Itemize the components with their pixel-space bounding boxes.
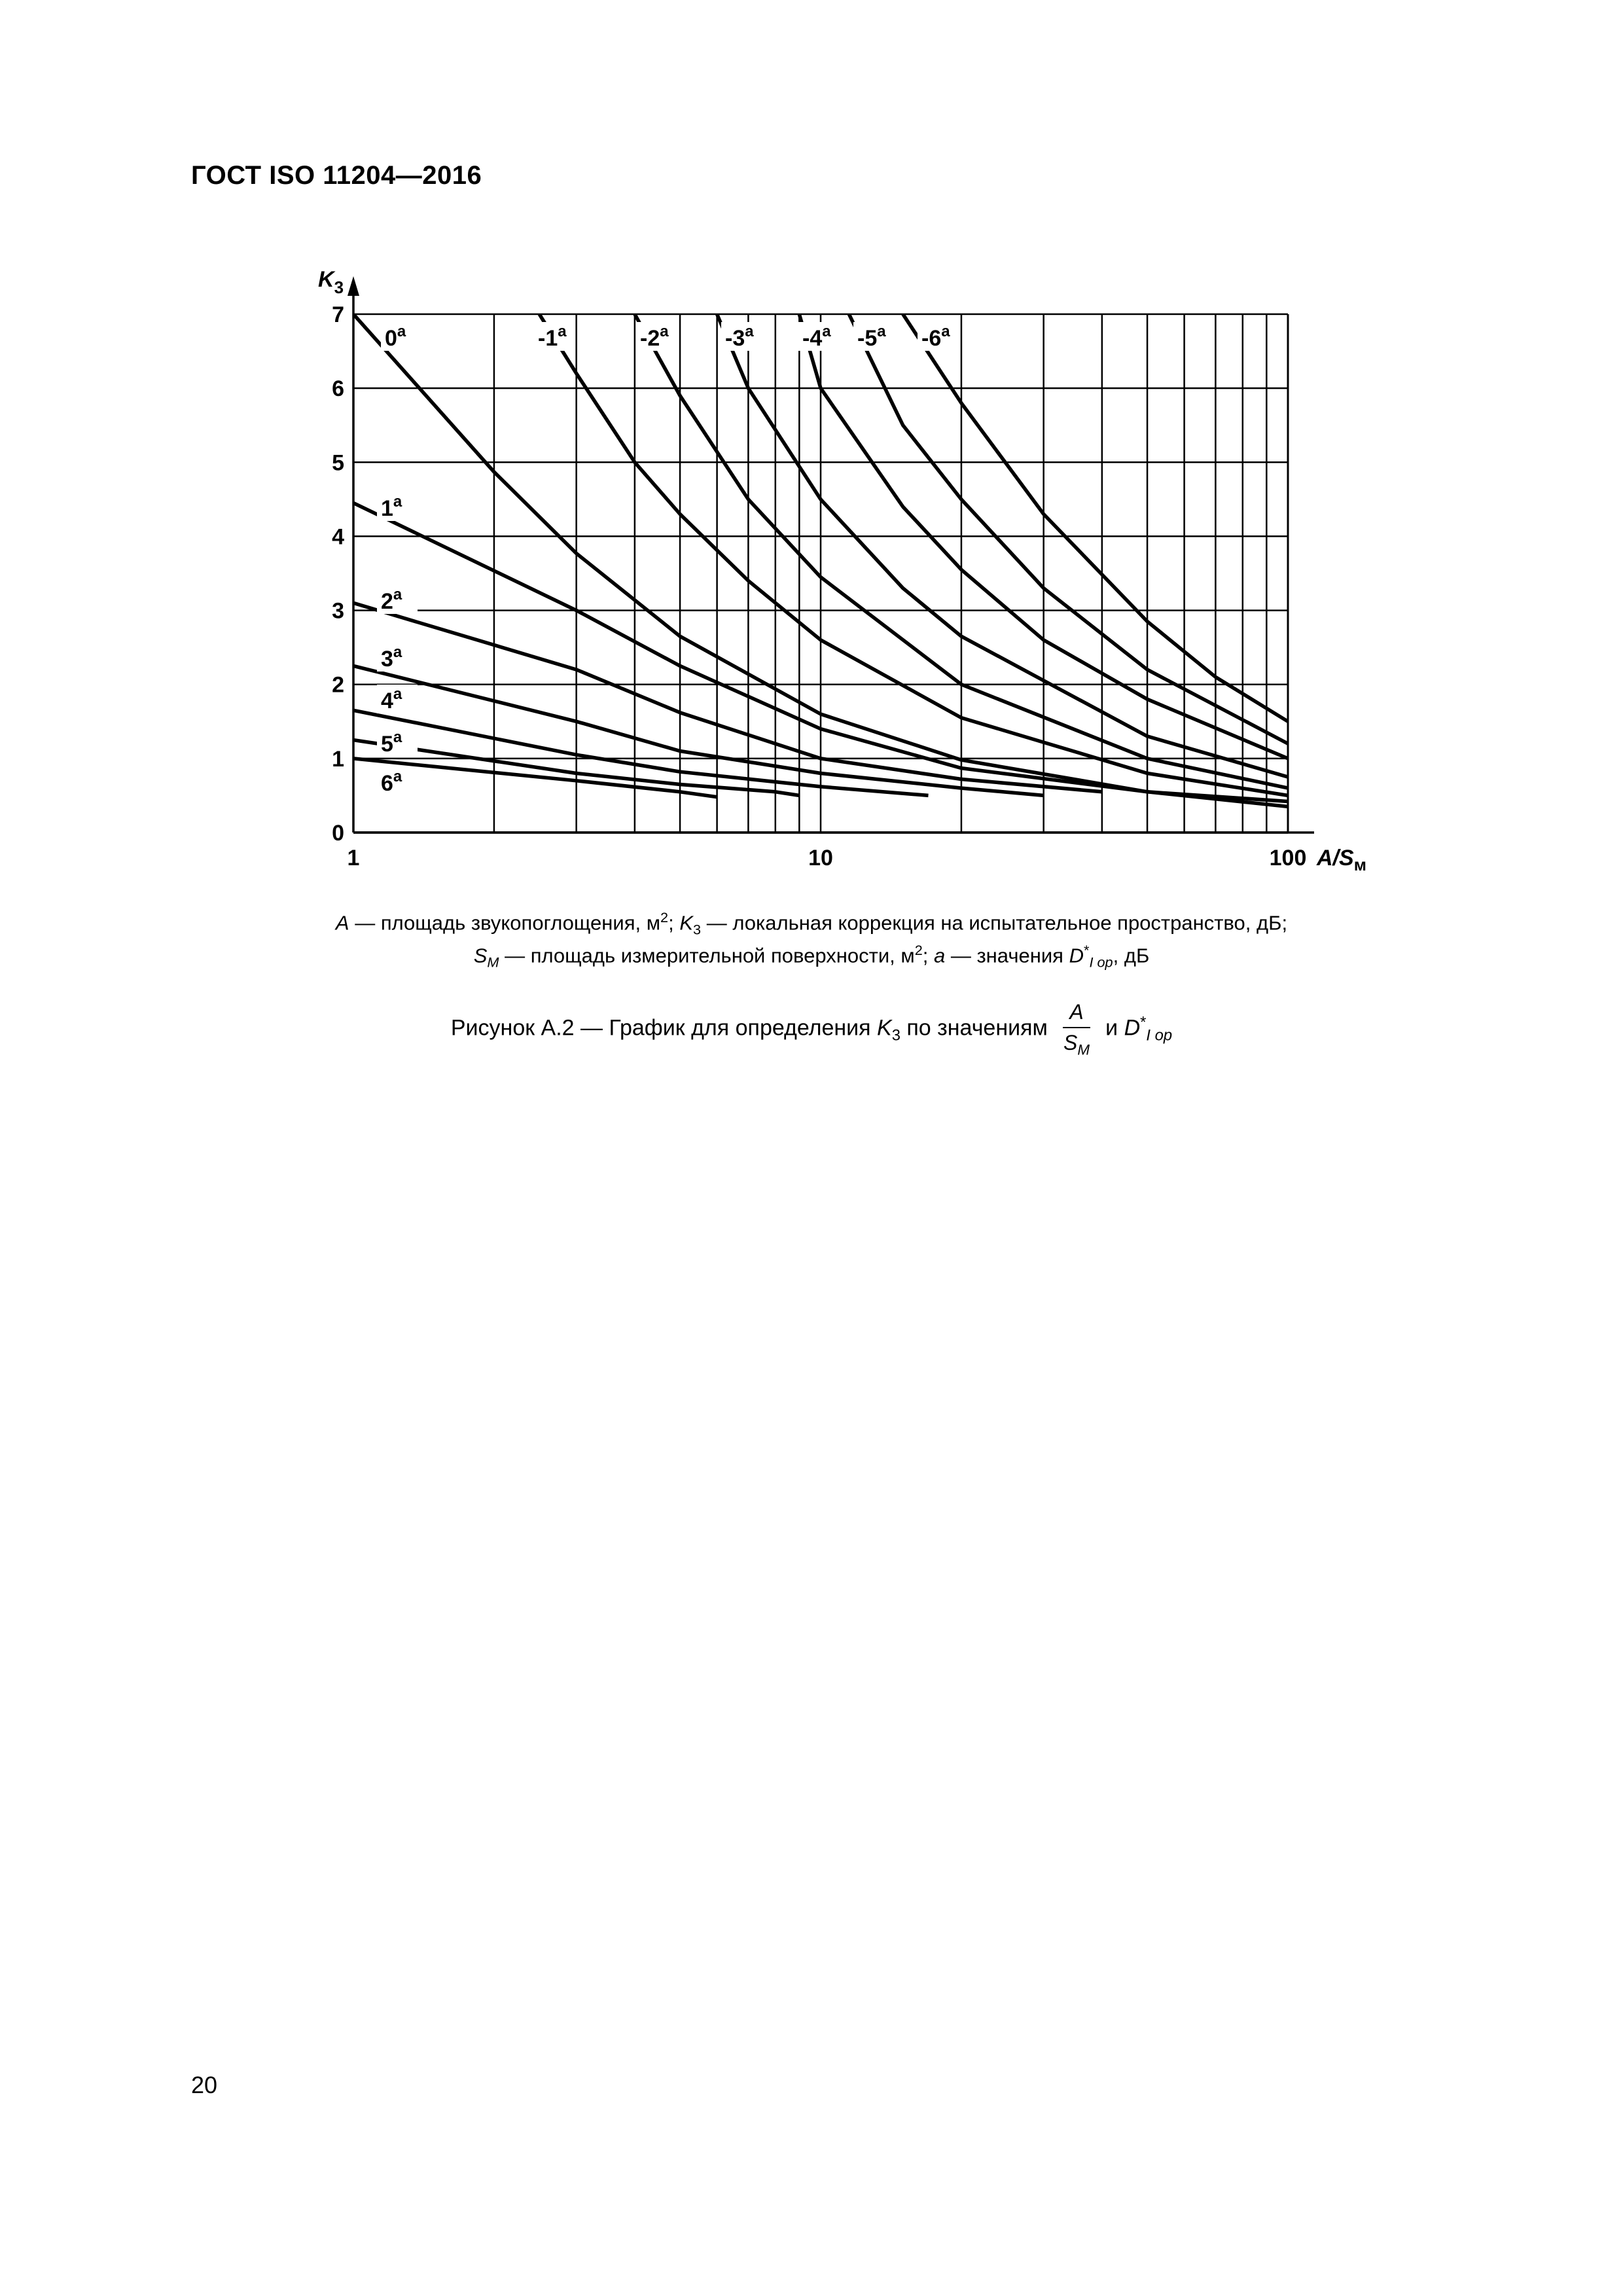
- curve--1ª: [539, 314, 1288, 795]
- series-label-5ª: 5$^a$: [381, 728, 402, 757]
- series-label-2ª: 2$^a$: [381, 586, 402, 614]
- y-tick-label: 4: [332, 524, 344, 550]
- document-header: ГОСТ ISO 11204—2016: [191, 161, 482, 190]
- series-label--2ª: -2$^a$: [640, 323, 669, 351]
- figure-caption: Рисунок А.2 — График для определения $K_3$ по значениям $\frac{A}{S_M}$ и $D^*_{I op}$: [450, 1000, 1173, 1058]
- y-tick-label: 7: [332, 302, 344, 327]
- series-label--5ª: -5$^a$: [857, 323, 886, 351]
- y-tick-label: 0: [332, 821, 344, 846]
- x-tick-label: 100: [1269, 846, 1307, 870]
- series-label--1ª: -1$^a$: [538, 323, 567, 351]
- x-tick-label: 10: [808, 846, 833, 870]
- legend-line-2: $S_M$ — площадь измерительной поверхности, $м^2$; a — значения $D^*_{I op}$, дБ: [473, 942, 1150, 971]
- y-tick-label: 2: [332, 672, 344, 698]
- x-tick-label: 1: [347, 846, 360, 870]
- series-label-4ª: 4$^a$: [381, 685, 402, 713]
- y-axis-arrow: [348, 276, 359, 296]
- y-axis-label: $K_3$: [318, 267, 344, 297]
- chart-grid: [348, 276, 1314, 833]
- y-tick-label: 1: [332, 746, 344, 772]
- series-label-3ª: 3$^a$: [381, 643, 402, 672]
- series-label-1ª: 1$^a$: [381, 493, 402, 521]
- y-tick-label: 5: [332, 450, 344, 476]
- x-axis-label: $A/S_м$: [1317, 846, 1366, 874]
- y-tick-label: 3: [332, 598, 344, 624]
- page-number: 20: [191, 2072, 218, 2098]
- y-tick-label: 6: [332, 376, 344, 402]
- legend-line-1: A — площадь звукопоглощения, $м^2$; $K_3$ — локальная коррекция на испытательное пространство, дБ;: [335, 909, 1288, 938]
- caption-fraction: $\frac{A}{S_M}$: [1063, 1000, 1090, 1058]
- series-label--3ª: -3$^a$: [725, 323, 754, 351]
- k3-chart: [0, 0, 1623, 916]
- series-label-6ª: 6$^a$: [381, 768, 402, 796]
- series-label--4ª: -4$^a$: [802, 323, 831, 351]
- series-label-0ª: 0$^a$: [385, 323, 406, 351]
- series-label--6ª: -6$^a$: [921, 323, 950, 351]
